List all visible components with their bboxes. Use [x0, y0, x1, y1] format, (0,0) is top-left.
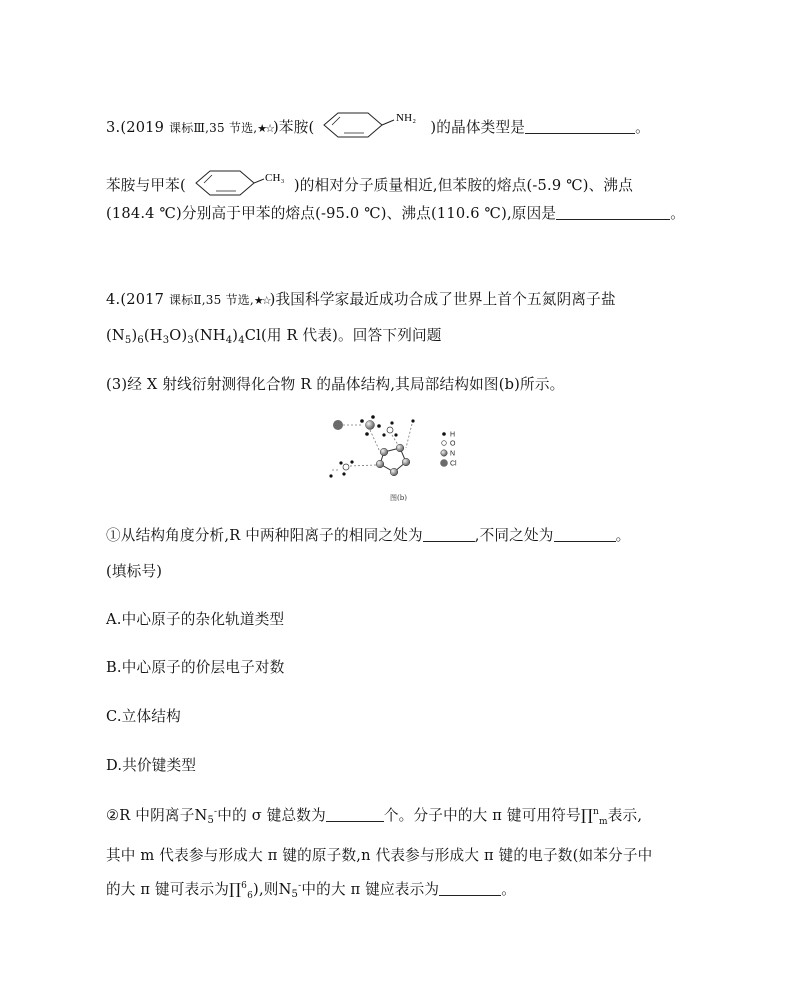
- q4-number: 4.(2017: [106, 291, 169, 308]
- legend-n: N: [450, 450, 456, 458]
- q4-line-1: 4.(2017 课标Ⅱ,35 节选,★☆)我国科学家最近成功合成了世界上首个五氮阴离子盐: [106, 291, 616, 308]
- legend-o: O: [450, 440, 456, 448]
- answer-blank-sigma-bonds[interactable]: [326, 806, 384, 822]
- answer-blank-pi-bond[interactable]: [439, 880, 501, 896]
- q3-line-3: (184.4 ℃)分别高于甲苯的熔点(-95.0 ℃)、沸点(110.6 ℃),原因是 。: [106, 205, 685, 222]
- legend-o-marker: [442, 441, 447, 446]
- answer-blank-difference[interactable]: [554, 526, 616, 542]
- legend-cl-marker: [440, 459, 448, 467]
- legend-cl: Cl: [450, 460, 457, 468]
- option-b: B.中心原子的价层电子对数: [106, 659, 285, 676]
- answer-blank-reason[interactable]: [556, 204, 670, 220]
- methyl-group-label: CH₃: [264, 172, 285, 184]
- q4-sub2-line-1: ②R 中阴离子$N_5^-$中的 σ 键总数为 个。分子中的大 π 键可用符号∏$^n_m$表示,: [106, 806, 643, 827]
- q4-line-2: $(N_5)_6(H_3O)_3(NH_4)_4Cl$(用 R 代表)。回答下列问题: [106, 327, 442, 346]
- answer-blank-crystal-type[interactable]: [525, 118, 635, 134]
- aniline-structure: [314, 108, 430, 148]
- q3-line-1: 3.(2019 课标Ⅲ,35 节选,★☆)苯胺( NH₂ )的晶体类型是 。: [106, 108, 650, 148]
- amino-group-label: NH₂: [396, 112, 417, 124]
- toluene-structure: [186, 166, 294, 206]
- legend-h-marker: [442, 432, 446, 436]
- figure-caption: 图(b): [390, 494, 407, 502]
- difficulty-stars: ★☆: [253, 294, 270, 307]
- q3-source: 课标Ⅲ,35 节选,: [169, 121, 258, 135]
- q3-line-2: 苯胺与甲苯( CH₃ )的相对分子质量相近,但苯胺的熔点(-5.9 ℃)、沸点: [106, 166, 633, 206]
- q4-sub1-line-1: ①从结构角度分析,R 中两种阳离子的相同之处为 ,不同之处为 。: [106, 527, 631, 544]
- option-c: C.立体结构: [106, 708, 181, 725]
- q4-line-3: (3)经 X 射线衍射测得化合物 R 的晶体结构,其局部结构如图(b)所示。: [106, 376, 565, 393]
- option-a: A.中心原子的杂化轨道类型: [106, 611, 285, 628]
- answer-blank-similarity[interactable]: [423, 526, 475, 542]
- pi-bond-symbol: ∏: [229, 880, 242, 898]
- q4-source: 课标Ⅱ,35 节选,: [169, 293, 254, 307]
- legend-n-marker: [441, 450, 447, 456]
- pi-bond-symbol: ∏: [580, 806, 594, 824]
- q3-number: 3.(2019: [106, 119, 169, 136]
- q4-sub2-line-3: 的大 π 键可表示为∏$^6_6$),则$N_5^-$中的大 π 键应表示为 。: [106, 880, 516, 901]
- option-d: D.共价键类型: [106, 757, 197, 774]
- legend-h: H: [450, 431, 456, 439]
- q4-sub1-note: (填标号): [106, 563, 163, 580]
- crystal-structure-figure: [326, 410, 476, 506]
- q4-sub2-line-2: 其中 m 代表参与形成大 π 键的原子数,n 代表参与形成大 π 键的电子数(如苯分子中: [106, 847, 653, 864]
- difficulty-stars: ★☆: [257, 122, 274, 135]
